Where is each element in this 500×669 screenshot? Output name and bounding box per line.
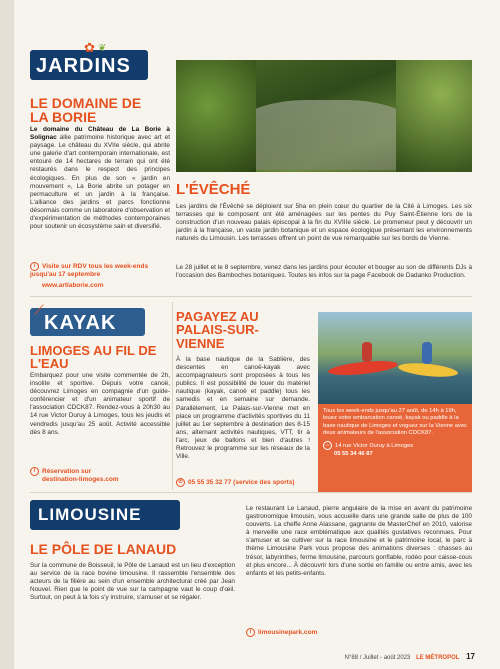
location-icon: ⌂ <box>323 441 332 450</box>
kayak-title: LIMOGES AU FIL DE L'EAU <box>30 343 157 372</box>
page-number: 17 <box>466 652 475 661</box>
kayak-body: Embarquez pour une visite commentée de 2h, insolite et sportive. Depuis votre canoë, découvrez Limoges en compagnie d'un guide-conférencier et d'un animateur sportif de l'association CDCK87. Rendez-vous à 20h30 au 14 rue Victor Duruy à Limoges, tous les jeudis et vendredis jusqu'au 25 août. Activité accessible dès 8 ans. <box>30 372 170 436</box>
eveche-title: L'ÉVÊCHÉ <box>176 181 251 198</box>
limousine-body: Sur la commune de Boisseuil, le Pôle de Lanaud est un lieu d'exception au service de la race bovine limousine. Il rassemble l'ensemble des acteurs de la filière au sein d'un ensemble architectural créé par Jean Nouvel. Rien que le point de vue sur la campagne vaut le coup d'œil. Surtout, on peut à la fois s'y instruire, s'amuser et se régaler. <box>30 562 235 602</box>
kayak-banner-text: KAYAK <box>44 312 117 334</box>
info-icon: i <box>30 467 39 476</box>
footer-issue: N°88 / Juillet - août 2023 <box>344 655 411 661</box>
limousine-banner <box>30 500 180 532</box>
limousine-title: LE PÔLE DE LANAUD <box>30 541 177 557</box>
limousine-body-right: Le restaurant Le Lanaud, pierre angulaire de la mise en avant du patrimoine gastronomique limousin, vous accueille dans une grande salle de plus de 100 couverts. La cheffe Anne Alassane, gagnante de MasterChef en 2010, valorise à merveille une race emblématique aux qualités gustatives reconnues. Pour s'amuser et se cultiver sur la race limousine et le patrimoine local, le parc à thème Limousine Park vous propose des animations diverses : chasses au trésor, labyrinthes, ferme limousine, parcours gonflable, rodéo pour caisse-cous et plus encore... À découvrir lors d'une sortie en famille ou entre amis, avec les enfants et les petits-enfants. <box>246 505 472 577</box>
limousine-link[interactable]: limousinepark.com <box>258 629 318 637</box>
footer <box>330 652 475 661</box>
phone-icon: ✆ <box>176 478 185 487</box>
eveche-body-1: Les jardins de l'Évêché se déploient sur 5ha en plein cœur du quartier de la Cité à Limoges. Les six terrasses qui le composent ont été aménagées sur les pentes du Puy Saint-Étienne lors de la construction d'un nouveau palais épiscopal à la fin du XVIIIe siècle. Le promeneur peut y découvrir un jardin à la française, un vaste jardin botanique et un espace écologique présentant les environnements naturels du Limousin. Les terrasses offrent un point de vue remarquable sur les bords de Vienne. <box>176 203 472 243</box>
leaf-icon: ❦ <box>98 43 107 54</box>
kayak-link[interactable]: destination-limoges.com <box>42 476 119 483</box>
divider-2 <box>30 492 472 493</box>
jardins-body: Le domaine du Château de La Borie à Solignac allie patrimoine historique avec art et paysage. Le château du XVIIe siècle, qui abrite une galerie d'art contemporain internationale, est entouré de 14 hectares de terrain qui ont été restaurés dans le respect des principes écologiques. En plus de son « jardin en mouvement », La Borie abrite un potager en permaculture et un jardin à la française. L'alliance des jardins et parcs fonctionne désormais comme un laboratoire d'observation et d'expérimentation de méthodes contemporaines pour soutenir un écosystème sain et diversifié. <box>30 126 170 231</box>
info-icon: i <box>246 628 255 637</box>
kayak-photo <box>318 312 472 404</box>
left-margin-stripe <box>0 0 14 669</box>
jardins-link[interactable]: www.artlaborie.com <box>42 282 104 289</box>
limousine-link-row <box>246 628 317 637</box>
eveche-body-2: Le 28 juillet et le 8 septembre, venez dans les jardins pour écouter et bouger au son de différents DJs à l'occasion des Bamboches botaniques. Toutes les infos sur la page Facebook de Dadanko Production. <box>176 264 472 280</box>
kayak-info-box <box>318 404 472 492</box>
jardins-info: i Visite sur RDV tous les week-ends jusqu'au 17 septembre <box>30 263 149 279</box>
eveche-garden-photo <box>176 60 472 172</box>
kayak-address: ⌂ 14 rue Victor Duruy à Limoges <box>323 441 467 450</box>
limousine-banner-text: LIMOUSINE <box>38 505 142 524</box>
pagayez-title: PAGAYEZ AU PALAIS-SUR-VIENNE <box>176 309 259 351</box>
jardins-title: LE DOMAINE DE LA BORIE <box>30 95 142 126</box>
flower-icon: ✿ <box>84 40 95 55</box>
footer-brand: LE MÉTROPOL <box>416 655 460 661</box>
paddle-icon: ⟋ <box>34 302 44 318</box>
kayak-banner <box>30 302 145 338</box>
pagayez-body: À la base nautique de la Sablière, des descentes en canoë-kayak avec accompagnateurs sont proposées à tous les publics. Il est possibilité de louer du matériel nautique (kayak, canoë et paddle) tous les samedis et en semaine sur demande. Parallèlement, Le Palais-sur-Vienne met en place un programme d'activités sportives du 11 juillet au 1er septembre à destination des 8-15 ans, alternant activités nautiques, VTT, tir à l'arc, jeux de ballons et bien d'autres ! Retrouvez le programme sur les réseaux de la Ville. <box>176 356 310 461</box>
column-divider <box>172 302 173 490</box>
jardins-banner <box>30 40 148 82</box>
pagayez-phone: ✆ 05 55 35 32 77 (service des sports) <box>176 478 295 487</box>
jardins-banner-text: JARDINS <box>36 55 131 77</box>
info-icon: i <box>30 262 39 271</box>
divider-1 <box>30 296 472 297</box>
kayak-info-text: Tous les week-ends jusqu'au 27 août, de 14h à 19h, louez votre embarcation canoë, kayak ou paddle à la base nautique de Limoges et voguez sur la Vienne avec deux animateurs de l'association CDCK87. <box>323 408 467 436</box>
kayak-phone: 05 55 34 46 87 <box>334 450 373 457</box>
kayak-info: i Réservation sur <box>30 467 91 476</box>
